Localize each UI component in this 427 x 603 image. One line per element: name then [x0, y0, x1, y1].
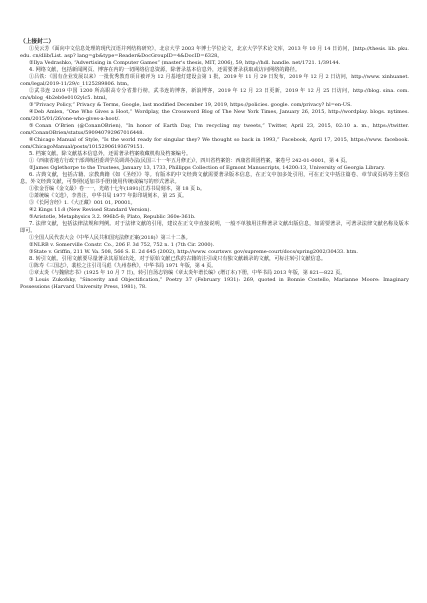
citation-note: ③State v. Griffin, 211 W. Va. 508, 566 S. E. 2d 645 (2002), http://www. courtswv. gov/supreme-court/docs/spring2002/30433. htm. [29, 249, 358, 255]
citation-note: ①吴云芳《面向中文信息处理的现代汉语并列结构研究》，北京大学 2003 年博士学位论文，北京大学学术论文库，2013 年 10 月 14 日访问，[http://thesis. lib. pku. edu. cn/dlib/List. asp? lang=gb&type=Reader&DocGroupID=4&DocID=6328。 [20, 46, 409, 59]
citation-note: ③Louis Zukofsky, “Sincerity and Objectification,” Poetry 37 (February 1931): 269, quoted in Bonnie Costello, Marianne Moore: Imaginary Possessions (Harvard University Press, 1981), 78. [20, 277, 409, 290]
section-heading: 7. 法律文献，包括法律法规和判例。对于法律文献的引用，建议在正文中直接说明，一般不单独用注释著录文献出版信息，如需要著录，可著录法律文献名称及版本即可。 [20, 221, 409, 234]
section-heading: 5. 档案文献。除文献基本信息外，还需著录档案收藏机构及档案编号。 [29, 151, 192, 157]
citation-note: ⑤Aristotle, Metaphysics 3.2. 996b5-8; Plato, Republic 360e-361b. [29, 214, 196, 220]
citation-note: ①吕铁：《国有企业发展以来》一批优秀教育项目被评为 12 月基地灯建设会第 1 批，2019 年 11 月 29 日发布，2019 年 12 月 2 日访问，http://www. xinhuanet. com/legal/2019-11/29/c_1125289806. htm。 [20, 74, 409, 87]
citation-note: ③“Privacy Policy,” Privacy & Terms, Google, last modified December 19, 2019, https://policies. google. com/privacy? hl=en-US. [29, 102, 352, 108]
citation-note: ①张金吾编《金文最》卷一一，光绪十七年(1891)江苏书局刻本，第 18 页 b。 [29, 186, 205, 192]
citation-note: ①陈寿《三国志》，裴松之注引司马彪《九州春秋》，中华书局 1971 年版，第 4 页。 [29, 263, 217, 269]
citation-note: ③《长阿含经》1.《大正藏》001 01, P0001。 [29, 200, 136, 206]
section-heading: 8. 转引文献。引用文献要尽量著录其原始出处，对于原始文献已佚的古籍的注引或只有独文献载录的文献，可标注转引文献信息。 [29, 256, 327, 262]
citation-note: ②萧统编《文选》，李善注，中华书局 1977 年影印胡刻本，第 25 页。 [29, 193, 187, 199]
section-heading: 6. 古典文献，包括古籍、宗教典籍《如《圣经》》等。有版本的中文经典文献需要著录版本信息，在正文中加多处引用，可在正文中括注篇卷、章节或页码等主要信息。外文经典文献，可参照(适加书手册)使用传统或编写的形式著录。 [20, 172, 409, 185]
citation-body [20, 46, 409, 291]
citation-note: ⑤Conan O'Brien (@ConanOBrien), “In honor of Earth Day, I'm recycling my tweets,” Twitter, April 23, 2015, 02:10 a. m., https://twitter. com/ConanOBrien/status/590940792967016448. [20, 123, 409, 136]
citation-note: ②NLRB v. Somerville Constr. Co., 206 F. 3d 752, 752 n. 1 (7th Cir. 2000). [29, 242, 215, 248]
citation-note: ②James Oglethorpe to the Trustees, January 13, 1733, Phillipps Collection of Egmont Manuscripts, 14200:13, University of Georgia Library. [29, 165, 385, 171]
citation-note: ②武书连 2019 中国 1200 所高职高专分省排行榜，武书连的博客，新浪博客，2019 年 12 月 23 日更新，2019 年 12 月 25 日访问，http://blog. sina. com. cn/s/blog_4b2eb0e0102ylc5. html。 [20, 88, 409, 101]
citation-note: ②章太炎《与魏鼎忠书》(1925 年 10 月 7 日)，转引自汤志钧编《章太炎年谱长编》(增订本)下册，中华书局 2013 年版，第 821—822 页。 [29, 270, 346, 276]
continuation-label: （上接封二） [20, 39, 55, 45]
citation-note: ①全国人民代表大会《中华人民共和国宪法修正案(2018)》第三十二条。 [29, 235, 191, 241]
citation-note: ⑥Chicago Manual of Style, “Is the world ready for singular they? We thought so back in 1993,” Facebook, April 17, 2015, https://www. facebook. com/ChicagoManual/posts/10152906193679151. [20, 137, 409, 150]
citation-note: ②Ilya Vedrashko, “Advertising in Computer Games” (master's thesis, MIT, 2006), 59, http://hdl. handle. net/1721. 1/39144. [29, 60, 341, 66]
citation-note: ①《西康省地方行政干部训练团委训学员调训办法(民国三十一年五月修正)》，四川省档案馆：西康省训团档案，案卷号 242-01-0001，第 4 页。 [29, 158, 351, 164]
citation-note: ④Deb Amlen, “One Who Gives a Hoot,” Wordplay, the Crossword Blog of The New York Times, January 26, 2015, http://wordplay. blogs. nytimes. com/2015/01/26/one-who-gives-a-hoot/. [20, 109, 409, 122]
section-heading: 4. 网络文献，包括新闻网页、博客在内的一切网络信息资源，除著录基本信息外，还需要著录获取或访问网络的路径。 [29, 67, 301, 73]
citation-note: ④2 Kings 11:8 (New Revised Standard Version). [29, 207, 152, 213]
